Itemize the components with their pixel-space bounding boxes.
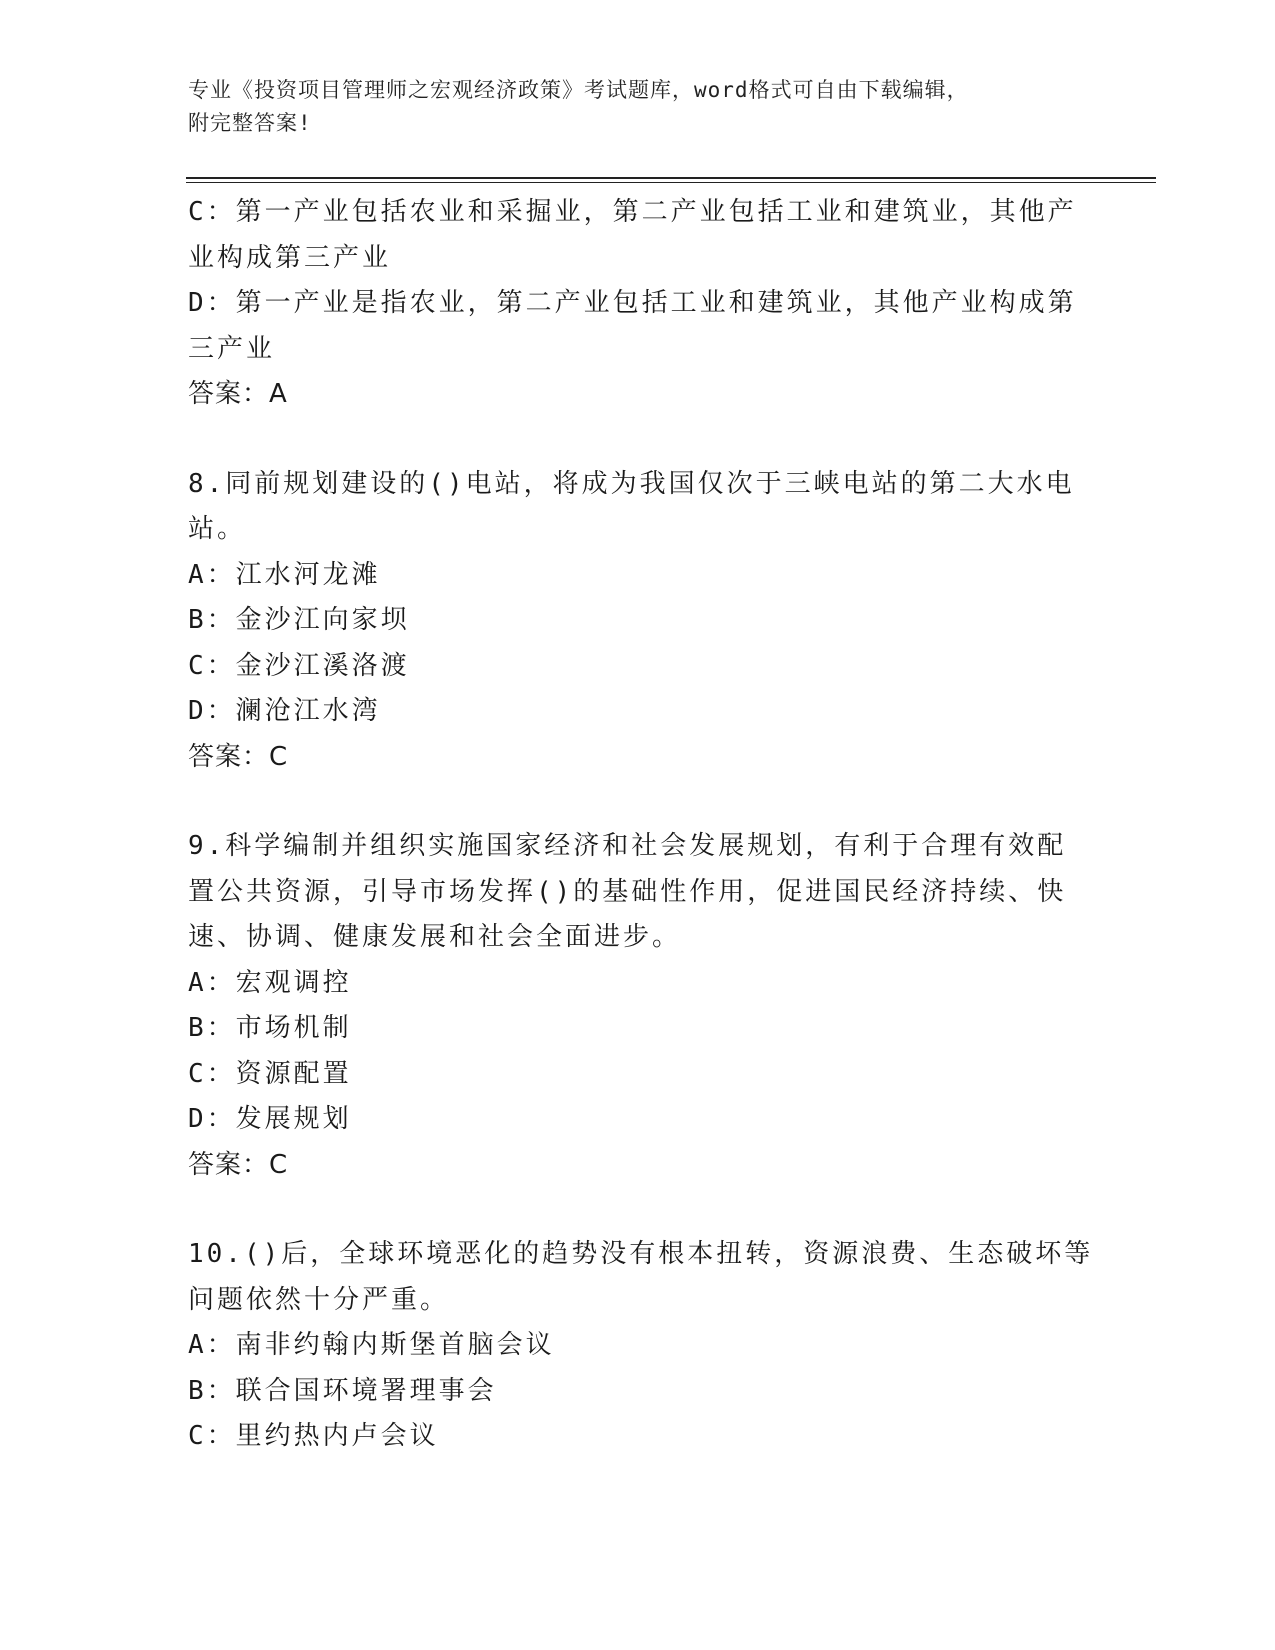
option-c: C：金沙江溪洛渡: [188, 650, 410, 681]
question-9: [188, 824, 1088, 1188]
question-stem: 8.同前规划建设的()电站，将成为我国仅次于三峡电站的第二大水电: [188, 468, 1075, 499]
option-c-continued: 业构成第三产业: [188, 242, 392, 273]
option-d: D：澜沧江水湾: [188, 696, 381, 726]
question-stem-continued: 站。: [188, 514, 247, 544]
question-stem: 9.科学编制并组织实施国家经济和社会发展规划，有利于合理有效配: [188, 831, 1067, 861]
header-divider-thin: [186, 182, 1156, 183]
option-b: B：联合国环境署理事会: [188, 1375, 497, 1406]
question-7-continued: [188, 190, 1088, 418]
option-c: C：资源配置: [188, 1058, 352, 1089]
question-content: [188, 190, 1094, 1460]
spacer: [188, 780, 1088, 824]
option-a: A：江水河龙滩: [188, 559, 381, 590]
header-line-2: 附完整答案!: [188, 111, 312, 135]
answer: 答案：C: [188, 741, 289, 772]
spacer: [188, 1188, 1088, 1232]
page-header: [188, 74, 1088, 140]
option-b: B：金沙江向家坝: [188, 605, 410, 635]
option-d: D：第一产业是指农业，第二产业包括工业和建筑业，其他产业构成第: [188, 288, 1077, 318]
question-8: [188, 462, 1088, 781]
spacer: [188, 418, 1088, 462]
question-10: [188, 1232, 1094, 1460]
question-stem: 10.()后，全球环境恶化的趋势没有根本扭转，资源浪费、生态破坏等: [188, 1239, 1094, 1269]
answer: 答案：C: [188, 1149, 289, 1180]
question-stem-continued: 速、协调、健康发展和社会全面进步。: [188, 922, 682, 952]
answer: 答案：A: [188, 379, 288, 409]
question-stem-continued: 置公共资源，引导市场发挥()的基础性作用，促进国民经济持续、快: [188, 876, 1067, 907]
option-b: B：市场机制: [188, 1013, 352, 1043]
option-c: C：第一产业包括农业和采掘业，第二产业包括工业和建筑业，其他产: [188, 197, 1077, 227]
header-divider-thick: [186, 177, 1156, 179]
option-d-continued: 三产业: [188, 333, 276, 364]
option-a: A：宏观调控: [188, 967, 352, 998]
question-stem-continued: 问题依然十分严重。: [188, 1284, 450, 1315]
header-line-1: 专业《投资项目管理师之宏观经济政策》考试题库，word格式可自由下载编辑，: [188, 78, 969, 102]
option-c: C：里约热内卢会议: [188, 1421, 439, 1451]
option-d: D：发展规划: [188, 1104, 352, 1134]
option-a: A：南非约翰内斯堡首脑会议: [188, 1330, 555, 1360]
